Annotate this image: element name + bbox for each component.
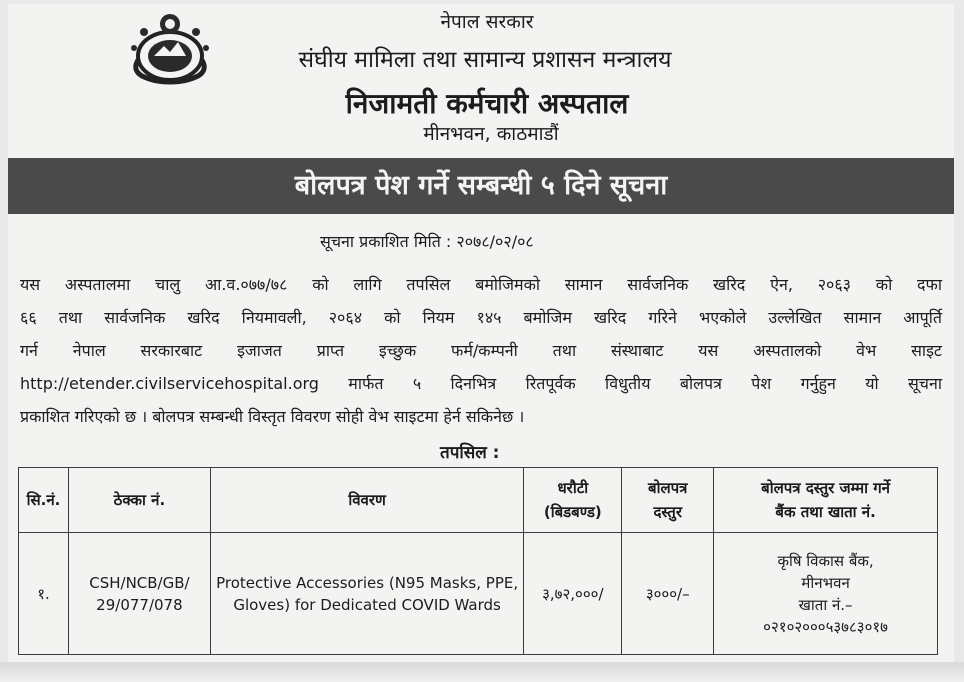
cell-bank-line2: मीनभवन bbox=[801, 573, 850, 592]
notice-line: ६६ तथा सार्वजनिक खरिद नियमावली, २०६४ को नियम १४५ बमोजिम खरिद गरिने भएकोले उल्लेखित सामान आपूर्ति bbox=[20, 308, 942, 327]
col-header-deposit bbox=[524, 468, 622, 533]
ministry-name: संघीय मामिला तथा सामान्य प्रशासन मन्त्रालय bbox=[298, 47, 672, 73]
col-header-deposit-line2: (बिडबण्ड) bbox=[543, 503, 602, 521]
col-header-bank-line2: बैंक तथा खाता नं. bbox=[775, 503, 876, 521]
cell-sn: १. bbox=[19, 533, 69, 655]
col-header-fee bbox=[622, 468, 714, 533]
cell-contract bbox=[68, 533, 210, 655]
cell-fee: ३०००/– bbox=[622, 533, 714, 655]
col-header-deposit-line1: धरौटी bbox=[557, 479, 589, 497]
col-header-bank-line1: बोलपत्र दस्तुर जम्मा गर्ने bbox=[761, 479, 890, 497]
hospital-name: निजामती कर्मचारी अस्पताल bbox=[345, 87, 629, 120]
col-header-contract: ठेक्का नं. bbox=[68, 468, 210, 533]
table-header-row bbox=[19, 468, 938, 533]
col-header-description: विवरण bbox=[210, 468, 523, 533]
cell-contract-line2: 29/077/078 bbox=[96, 595, 183, 614]
tender-table bbox=[18, 467, 938, 655]
cell-deposit: ३,७२,०००/ bbox=[524, 533, 622, 655]
notice-body bbox=[20, 268, 942, 433]
cell-bank-line4: ०२१०२०००५३७८३०१७ bbox=[763, 617, 888, 636]
scan-edge bbox=[0, 662, 964, 682]
notice-line: गर्न नेपाल सरकारबाट इजाजत प्राप्त इच्छुक फर्म/कम्पनी तथा संस्थाबाट यस अस्पतालको वेभ साइट bbox=[20, 341, 942, 360]
cell-bank bbox=[714, 533, 938, 655]
col-header-fee-line2: दस्तुर bbox=[653, 503, 682, 521]
cell-bank-line3: खाता नं.– bbox=[798, 595, 853, 614]
col-header-bank bbox=[714, 468, 938, 533]
published-date: सूचना प्रकाशित मिति : २०७८/०२/०८ bbox=[320, 232, 534, 251]
hospital-location: मीनभवन, काठमाडौं bbox=[423, 123, 559, 145]
cell-bank-line1: कृषि विकास बैंक, bbox=[777, 551, 874, 570]
notice-title-banner: बोलपत्र पेश गर्ने सम्बन्धी ५ दिने सूचना bbox=[8, 158, 954, 214]
col-header-fee-line1: बोलपत्र bbox=[648, 479, 688, 497]
table-row bbox=[19, 533, 938, 655]
cell-description: Protective Accessories (N95 Masks, PPE, Gloves) for Dedicated COVID Wards bbox=[210, 533, 523, 655]
notice-line: यस अस्पतालमा चालु आ.व.०७७/७८ को लागि तपसिल बमोजिमको सामान सार्वजनिक खरिद ऐन, २०६३ को दफा bbox=[20, 275, 942, 294]
government-name: नेपाल सरकार bbox=[440, 11, 534, 33]
col-header-sn: सि.नं. bbox=[19, 468, 69, 533]
notice-line: प्रकाशित गरिएको छ । बोलपत्र सम्बन्धी विस्तृत विवरण सोही वेभ साइटमा हेर्न सकिनेछ । bbox=[20, 407, 525, 426]
notice-line: http://etender.civilservicehospital.org मार्फत ५ दिनभित्र रितपूर्वक विधुतीय बोलपत्र पेश गर्नुहुन यो सूचना bbox=[20, 374, 942, 393]
schedule-heading: तपसिल : bbox=[440, 443, 500, 463]
cell-contract-line1: CSH/NCB/GB/ bbox=[89, 573, 190, 592]
